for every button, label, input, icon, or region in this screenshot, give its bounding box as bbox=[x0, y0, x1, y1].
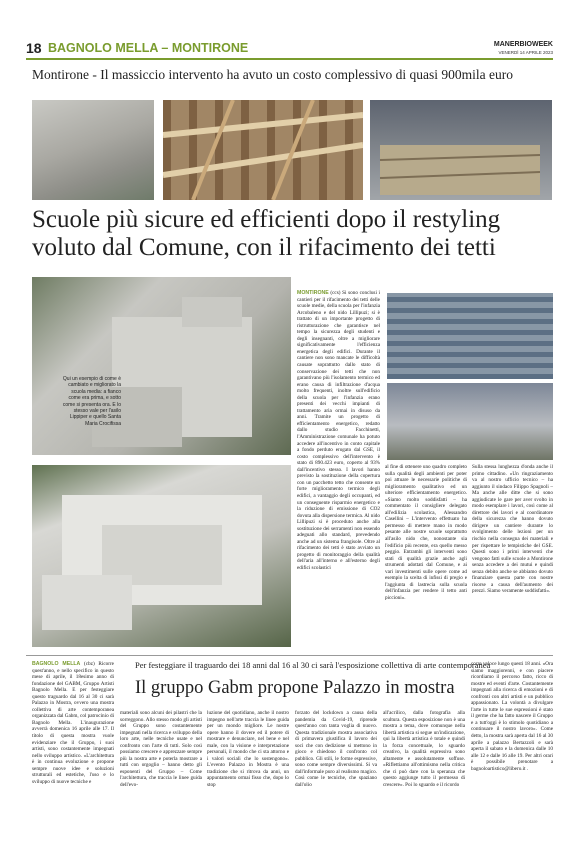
article2-body-column-2: materiali sono alcuni dei pilastri che la sorreggono. Allo stesso modo gli artisti del Gruppo sono costantemente impegnati nella ricerca e sviluppo della loro arte, nelle tecniche usate e nel confronto con l'arte di tutti. Solo così possiamo crescere e apprezzare sempre più la nostra arte e poterla mostrare a tutti con orgoglio – hanno detto gli esponenti del Gruppo – Come l'architettura, che traccia le linee guida dell'evo- bbox=[120, 710, 202, 789]
roof-photo-after-1 bbox=[387, 293, 553, 379]
page-number: 18 bbox=[26, 40, 42, 56]
article-title: Scuole più sicure ed efficienti dopo il restyling voluto dal Comune, con il rifacimento dei tetti bbox=[32, 206, 501, 261]
aerial-photo-middle-school bbox=[32, 277, 291, 455]
article-kicker: Montirone - Il massiccio intervento ha avuto un costo complessivo di quasi 900mila euro bbox=[32, 67, 514, 82]
article2-kicker: Per festeggiare il traguardo dei 18 anni dal 16 al 30 ci sarà l'esposizione collettiva di arte contemporanea bbox=[135, 660, 491, 670]
article2-body-column-6: corre veloce lungo questi 18 anni. «Ora siamo maggiorenni, e con piacere ricordiamo il percorso fatto, ricco di mostre ed eventi d'arte. Costantemente impegnati alla ricerca di emozioni e di confronti con altri artisti e un pubblico appassionato. La volontà a divulgare l'arte in tutte le sue espressioni è stato il germe che ha fatto nascere il Gruppo e a tutt'oggi è lo stimolo quotidiano a continuare il nostro lavoro». Come detto, la mostra sarà aperta dal 16 al 30 aprile a palazzo Bertazzoli e sarà aperta il sabato e la domenica dalle 10 alle 12 e dalle 16 alle 19. Per altri orari è possibile prenotare a bagnoloartistico@libero.it . bbox=[471, 661, 553, 772]
roof-photo-panels bbox=[370, 100, 552, 200]
article2-body-column-3: luzione del quotidiano, anche il nostro impegno nell'arte traccia le linee guida per un mondo migliore. Le nostre opere hanno il dovere ed il potere di mostrare e denunciare, nel bene e nel male, con la visione e interpretazione personali, il mondo che ci sta attorno e i valori sociali che lo sostengono». L'evento Palazzo in Mostra è una tradizione che si ritrova da anni, un appuntamento ormai fisso che, dopo lo stop bbox=[207, 710, 289, 789]
roof-photo-after-2 bbox=[387, 383, 553, 460]
aerial-photo-kindergarten bbox=[32, 465, 291, 647]
roof-photo-before-1 bbox=[32, 100, 154, 200]
issue-date: VENERDÌ 14 APRILE 2023 bbox=[498, 50, 553, 55]
article2-title: Il gruppo Gabm propone Palazzo in mostra bbox=[135, 678, 455, 698]
section-title: BAGNOLO MELLA – MONTIRONE bbox=[48, 41, 249, 55]
school-roof-graphic bbox=[32, 277, 291, 455]
kindergarten-roof-graphic bbox=[32, 465, 291, 647]
article-body-text: (ccs) Si sono conclusi i cantieri per il rifacimento dei tetti delle scuole medie, della scuola per l'infanzia Arcobaleno e del nido Lillipuzi; si è trattato di un importante progetto di ristrutturazione che garantisce nel tempo la sicurezza degli studenti e degli insegnanti, oltre a migliorare significativamente l'efficienza energetica degli edifici. Durante il cantiere non sono mancate le difficoltà causate soprattutto dallo stato di conservazione dei tetti che non garantivano più l'isolamento termico ed erano causa di infiltrazione d'acqua molto frequenti, inoltre sull'edificio della scuola per l'infanzia erano presenti dei vecchi impianti di trattamento aria ormai in disuso da anni. Tramite un progetto di efficientamento energetico, redatto dallo studio Facchinetti, l'Amministrazione comunale ha potuto accedere all'incentivo in conto capitale a fondo perduto erogato dal GSE, il costo complessivo dell'intervento è stato di 890.423 euro, coperto al 93% dall'incentivo stesso. I lavori hanno previsto la sostituzione della copertura con un pacchetto tetto che consente un forte miglioramento termico degli edifici, a vantaggio degli occupanti, ed un conseguente risparmio energetico e la riduzione di emissione di CO2 dovuta alla dispersione termica. Al nido Lillipuzi si è proceduto anche alla sostituzione dei serramenti non essendo adeguati allo standard, prevedendo anche ad un sistema frangisole. Oltre al rifacimento dei tetti è stato avviato un progetto di monitoraggio della qualità dell'aria all'interno e all'esterno degli edifici scolastici bbox=[297, 290, 380, 571]
article2-body-text: (cbz) Ricorre quest'anno, e nello specifico in questo mese di aprile, il 18esimo anno di fondazione del GABM, Gruppo Artisti Bagnolo Mella. E per festeggiare questo traguardo dal 16 al 30 ci sarà Palazzo in Mostra, ovvero una mostra collettiva di arte contemporanea organizzata dal Gabm, col patrocinio di Bagnolo Mella. L'inaugurazione avverrà domenica 16 aprile alle 17. Il titolo di questa mostra vuole evidenziare che il Gruppo, i suoi artisti, sono costantemente impegnati nello sviluppo artistico. «L'architettura è in continua evoluzione e propone sempre nuove idee e soluzioni strutturali ed estetiche, l'uso e lo sviluppo di nuove tecniche e bbox=[32, 661, 114, 785]
roof-photo-construction bbox=[163, 100, 363, 200]
page-header bbox=[26, 40, 553, 60]
article2-body-column-1 bbox=[32, 661, 114, 831]
roof-panels-graphic bbox=[370, 100, 552, 200]
photo-caption: Qui un esempio di come è cambiato e migliorato la scuola media: a fianco come era prima, e sotto come si presenta ora. E lo stesso vale per l'asilo Lippiper e quello Santa Maria Crocifissa bbox=[62, 376, 121, 427]
dateline-place: MONTIRONE bbox=[297, 290, 329, 296]
section-divider bbox=[26, 655, 553, 656]
masthead: MANERBIOWEEK bbox=[493, 41, 553, 48]
article-body-column-2: al fine di ottenere uno quadro completo sulla qualità degli ambienti per poter poi attuare le necessarie politiche di miglioramento qualitativo ed un ulteriore efficientamento energetico. «Siamo molto soddisfatti – ha commentato il consigliere delegato all'edilizia scolastica, Alessandro Casellini – L'intervento effettuato ha permesso di mettere mano in modo pesante alle nostre scuole soprattutto all'asilo nido che, nonostante sia l'edificio più recente, era quello messo peggio. Entrambi gli interventi sono stati di qualità grazie anche agli strumenti adottati dal Comune, e ai vari investimenti sulle opere come ad esempio la scelta di infissi di pregio e l'aggiunta di lastrecia sulla scuola dell'infanzia per rendere il tetto anti piccioni». bbox=[385, 464, 467, 601]
article-body-column-1 bbox=[297, 290, 380, 648]
article2-body-column-5: all'acrilico, dalla fotografia alla scultura. Questa esposizione non è una mostra a tema, dove comunque nella libertà artistica si segue un'indicazione, qui la libertà artistica è totale e quindi la forza concettuale, lo sguardo creativo, la qualità espressiva sono altamente e assolutamente soffuse. «Riflettiamo all'ottimismo nella critica che ci può dare con la speranza che questo aggiunge tutto il permesso di crescere». Poi lo sguardo e il ricordo bbox=[383, 710, 465, 789]
article-body-column-3: Sulla stessa lunghezza d'onda anche il primo cittadino. «Un ringraziamento va al nostro ufficio tecnico – ha aggiunto il sindaco Filippo Spagnoli – Ma anche alle ditte che si sono aggiudicate le gare per aver svolto in modo esemplare i lavori, così come al direttore dei lavori e al coordinatore della sicurezza che hanno dovuto dirigere un cantiere durante lo svolgimento delle lezioni per un rischio nella consegna dei materiali e per rispettare le tempistiche del GSE. Questi sono i primi interventi che vengono fatti sulle scuole a Montirone senza accedere a dei mutui e quindi senza debito anche se abbiamo dovuto finanziare questa parte con nostre risorse a causa dell'aumento dei prezzi. Siamo veramente soddisfatti». bbox=[472, 464, 553, 595]
roof-beams-graphic bbox=[163, 100, 363, 200]
article2-body-column-4: forzato del lockdown a causa della pandemia da Covid-19, riprende quest'anno con tanta voglia di nuovo. Questa tradizionale mostra associativa di primavera giustifica il lavoro dei soci che con dedizione si mettono in gioco e chiedono il confronto col pubblico. Gli stili, le forme espressive, sono come sempre diversissimi. Si va dall'informale puro al realismo magico. Così come le tecniche, che spaziano dall'olio bbox=[295, 710, 377, 789]
article2-dateline-place: BAGNOLO MELLA bbox=[32, 661, 81, 667]
